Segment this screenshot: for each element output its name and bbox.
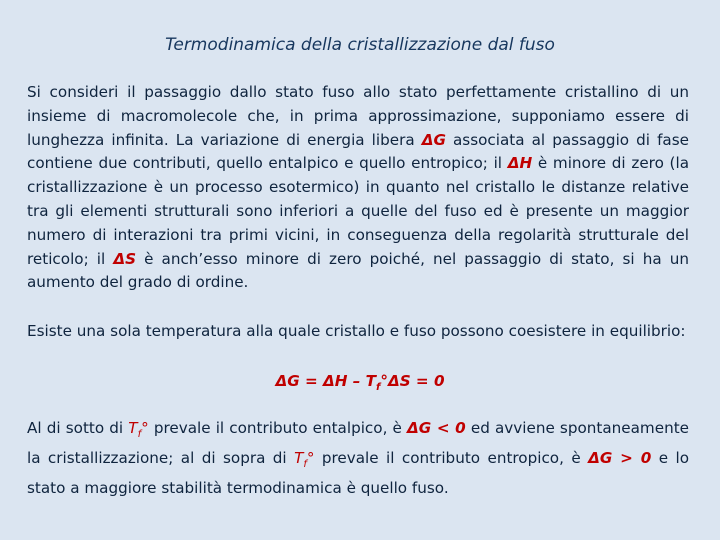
text-segment: è anch’esso minore di zero poiché, nel passaggio di stato, si ha un aumento del grado di ordine. [27,249,689,292]
equation-subscript: f [376,382,381,394]
degree-symbol: ° [141,419,149,437]
temperature-symbol: T [128,419,138,437]
melting-temperature [294,448,315,470]
gibbs-equation [0,369,720,400]
slide-title: Termodinamica della cristallizzazione dal fuso [165,35,555,55]
text-segment: prevale il contributo entalpico, è [148,419,408,437]
delta-g-symbol: ΔG [421,130,446,149]
temperature-subscript: f [137,429,142,441]
paragraph-equilibrium: Esiste una sola temperatura alla quale cristallo e fuso possono coesistere in equilibrio: [27,322,686,340]
text-segment: Si consideri il passaggio dallo stato fuso allo stato perfettamente cristallino di un insieme di macromolecole che, in prima approssimazione, supponiamo essere di lunghezza infinita. La variazione di energia libera [27,83,689,149]
temperature-symbol: T [294,448,304,467]
melting-temperature [128,419,149,441]
text-segment: Al di sotto di [27,419,129,437]
equation-lhs: ΔG = ΔH – T [275,372,376,390]
paragraph-conclusion [27,417,689,500]
text-segment: associata al passaggio di fase contiene due contributi, quello entalpico e quello entropico; il [27,130,689,173]
text-segment: e lo stato a maggiore stabilità termodinamica è quello fuso. [27,448,689,497]
text-segment: è minore di zero (la cristallizzazione è un processo esotermico) in quanto nel cristallo le distanze relative tra gli elementi strutturali sono inferiori a quelle del fuso ed è presente un maggior numero di interazioni tra primi vicini, in conseguenza della regolarità strutturale del reticolo; il [27,154,690,268]
text-segment: prevale il contributo entropico, è [314,448,589,467]
delta-s-symbol: ΔS [113,249,137,268]
equation-rhs: °ΔS = 0 [380,372,445,390]
condition-negative: ΔG < 0 [407,419,466,437]
delta-h-symbol: ΔH [507,154,533,173]
degree-symbol: ° [306,448,315,467]
paragraph-intro [27,81,689,295]
temperature-subscript: f [303,458,307,470]
text-segment: ed avviene spontaneamente la cristallizzazione; al di sopra di [27,419,689,467]
condition-positive: ΔG > 0 [588,448,652,467]
